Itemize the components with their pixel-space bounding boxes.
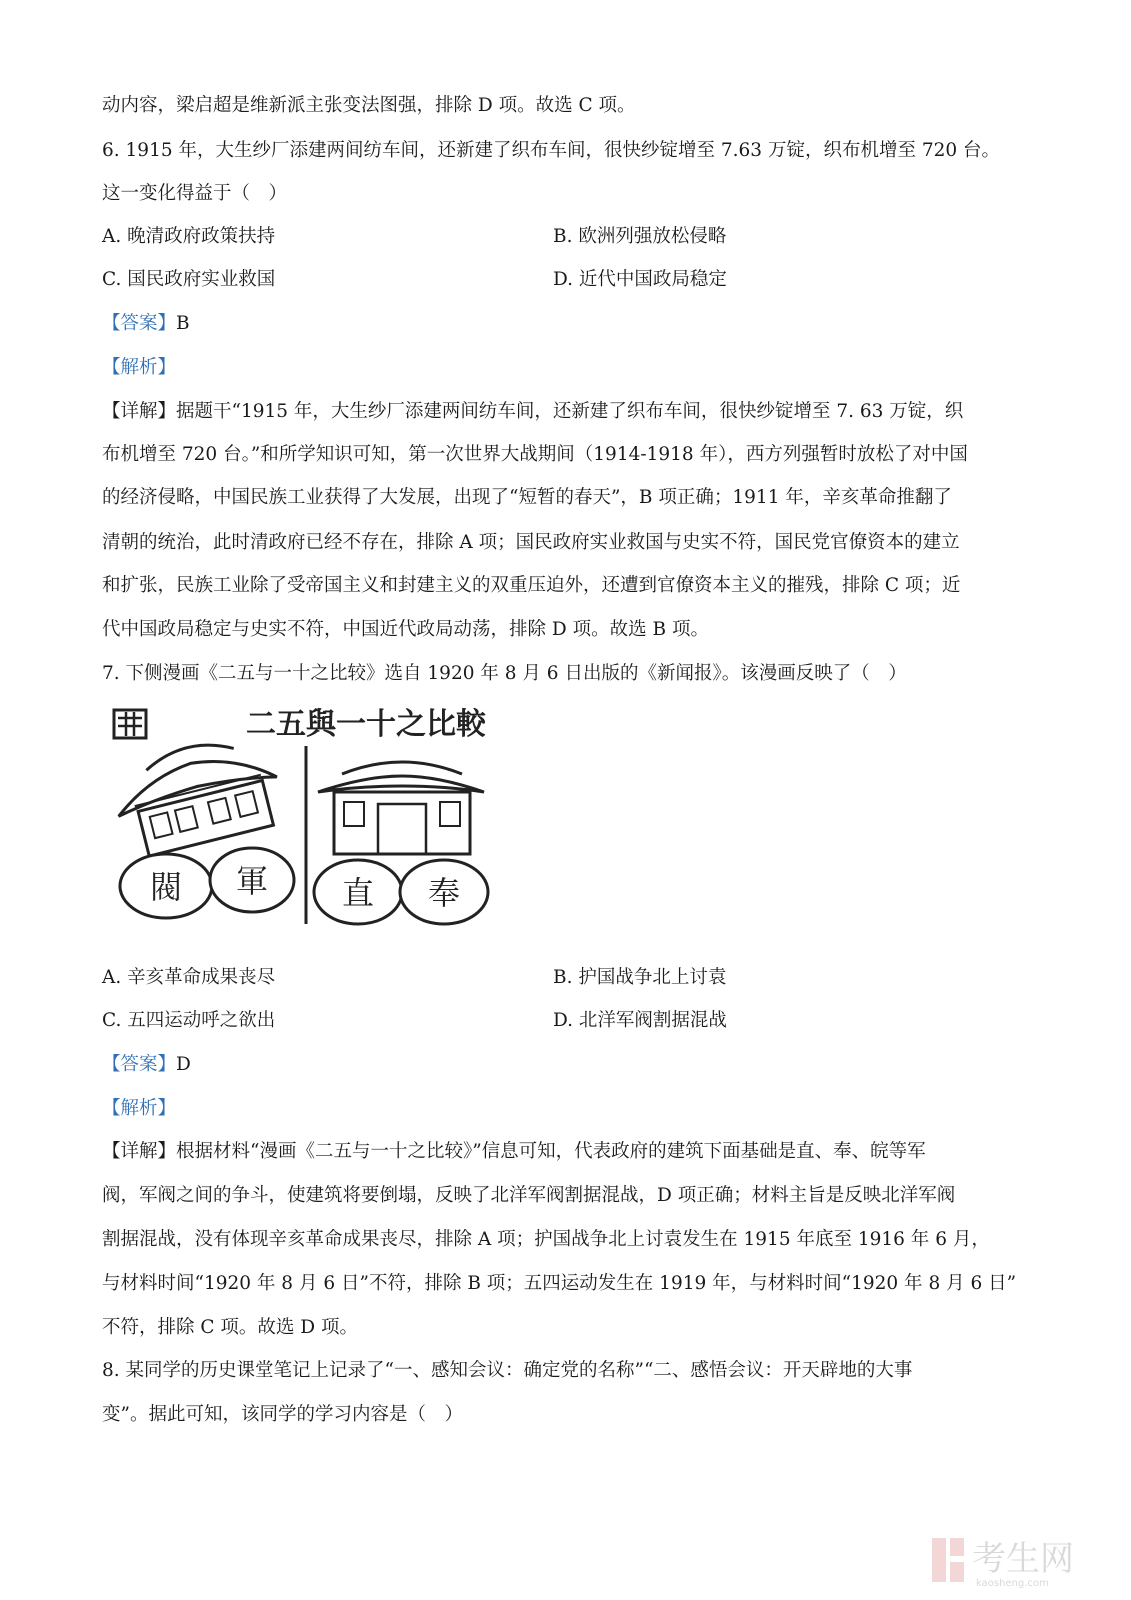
answer-tag: 【答案】 [102, 313, 177, 334]
answer-tag: 【答案】 [102, 1054, 177, 1075]
watermark-url: kaosheng.com [976, 1578, 1049, 1588]
watermark-text: 考生网 [972, 1539, 1074, 1579]
q7-option-d[interactable]: D. 北洋军阀割据混战 [553, 1010, 727, 1031]
q6-option-d[interactable]: D. 近代中国政局稳定 [553, 269, 727, 290]
stone-label-2: 軍 [235, 862, 269, 900]
q6-option-c[interactable]: C. 国民政府实业救国 [102, 269, 276, 290]
q6-detail-text: 据题干“1915 年，大生纱厂添建两间纺车间，还新建了织布车间，很快纱锭增至 7. 63 万锭，织 [176, 401, 964, 422]
q7-detail-text: 根据材料“漫画《二五与一十之比较》”信息可知，代表政府的建筑下面基础是直、奉、皖等军 [176, 1141, 926, 1162]
q6-stem-line-2: 这一变化得益于（ ） [102, 183, 288, 204]
q6-answer [102, 312, 1032, 336]
cartoon-image [106, 704, 498, 928]
q7-analysis [102, 1097, 1032, 1121]
detail-tag: 【详解】 [102, 1141, 177, 1162]
kaosheng-watermark [928, 1532, 1113, 1588]
stone-label-1: 閥 [149, 868, 183, 906]
analysis-tag: 【解析】 [102, 357, 177, 378]
q6-detail-line-3: 的经济侵略，中国民族工业获得了大发展，出现了“短暂的春天”，B 项正确；1911 年，辛亥革命推翻了 [102, 487, 952, 508]
q6-answer-value: B [176, 313, 190, 334]
stone-label-4: 奉 [427, 874, 461, 912]
q7-option-c[interactable]: C. 五四运动呼之欲出 [102, 1010, 276, 1031]
analysis-tag: 【解析】 [102, 1098, 177, 1119]
q7-detail-line-2: 阀，军阀之间的争斗，使建筑将要倒塌，反映了北洋军阀割据混战，D 项正确；材料主旨是反映北洋军阀 [102, 1185, 956, 1206]
q7-option-a[interactable]: A. 辛亥革命成果丧尽 [102, 967, 276, 988]
q6-detail-line-6: 代中国政局稳定与史实不符，中国近代政局动荡，排除 D 项。故选 B 项。 [102, 619, 709, 640]
q6-detail-line-2: 布机增至 720 台。”和所学知识可知，第一次世界大战期间（1914-1918 年），西方列强暂时放松了对中国 [102, 444, 968, 465]
q8-stem-line-1: 8. 某同学的历史课堂笔记上记录了“一、感知会议：确定党的名称”“二、感悟会议：开天辟地的大事 [102, 1360, 913, 1381]
q6-detail-line-4: 清朝的统治，此时清政府已经不存在，排除 A 项；国民政府实业救国与史实不符，国民党官僚资本的建立 [102, 532, 960, 553]
continued-text: 动内容，梁启超是维新派主张变法图强，排除 D 项。故选 C 项。 [102, 95, 636, 116]
q8-stem-line-2: 变”。据此可知，该同学的学习内容是（ ） [102, 1404, 463, 1425]
q6-option-a[interactable]: A. 晚清政府政策扶持 [102, 226, 276, 247]
q7-detail-line-3: 割据混战，没有体现辛亥革命成果丧尽，排除 A 项；护国战争北上讨袁发生在 1915 年底至 1916 年 6 月， [102, 1229, 990, 1250]
q7-detail-line-1 [102, 1140, 1032, 1164]
q7-answer-value: D [176, 1054, 191, 1075]
q7-answer [102, 1053, 1032, 1077]
detail-tag: 【详解】 [102, 401, 177, 422]
q7-option-b[interactable]: B. 护国战争北上讨袁 [553, 967, 727, 988]
stone-label-3: 直 [341, 874, 375, 912]
q6-detail-line-5: 和扩张，民族工业除了受帝国主义和封建主义的双重压迫外，还遭到官僚资本主义的摧残，排除 C 项；近 [102, 575, 961, 596]
q6-stem-line-1: 6. 1915 年，大生纱厂添建两间纺车间，还新建了织布车间，很快纱锭增至 7.63 万锭，织布机增至 720 台。 [102, 140, 1001, 161]
cartoon-title: 二五與一十之比較 [246, 707, 486, 742]
q6-analysis [102, 356, 1032, 380]
q7-stem: 7. 下侧漫画《二五与一十之比较》选自 1920 年 8 月 6 日出版的《新闻报》。该漫画反映了（ ） [102, 663, 907, 684]
q6-detail-line-1 [102, 400, 1032, 424]
watermark-logo-icon [932, 1538, 964, 1582]
q7-detail-line-4: 与材料时间“1920 年 8 月 6 日”不符，排除 B 项；五四运动发生在 1919 年，与材料时间“1920 年 8 月 6 日” [102, 1273, 1017, 1294]
q6-option-b[interactable]: B. 欧洲列强放松侵略 [553, 226, 727, 247]
q7-detail-line-5: 不符，排除 C 项。故选 D 项。 [102, 1317, 359, 1338]
